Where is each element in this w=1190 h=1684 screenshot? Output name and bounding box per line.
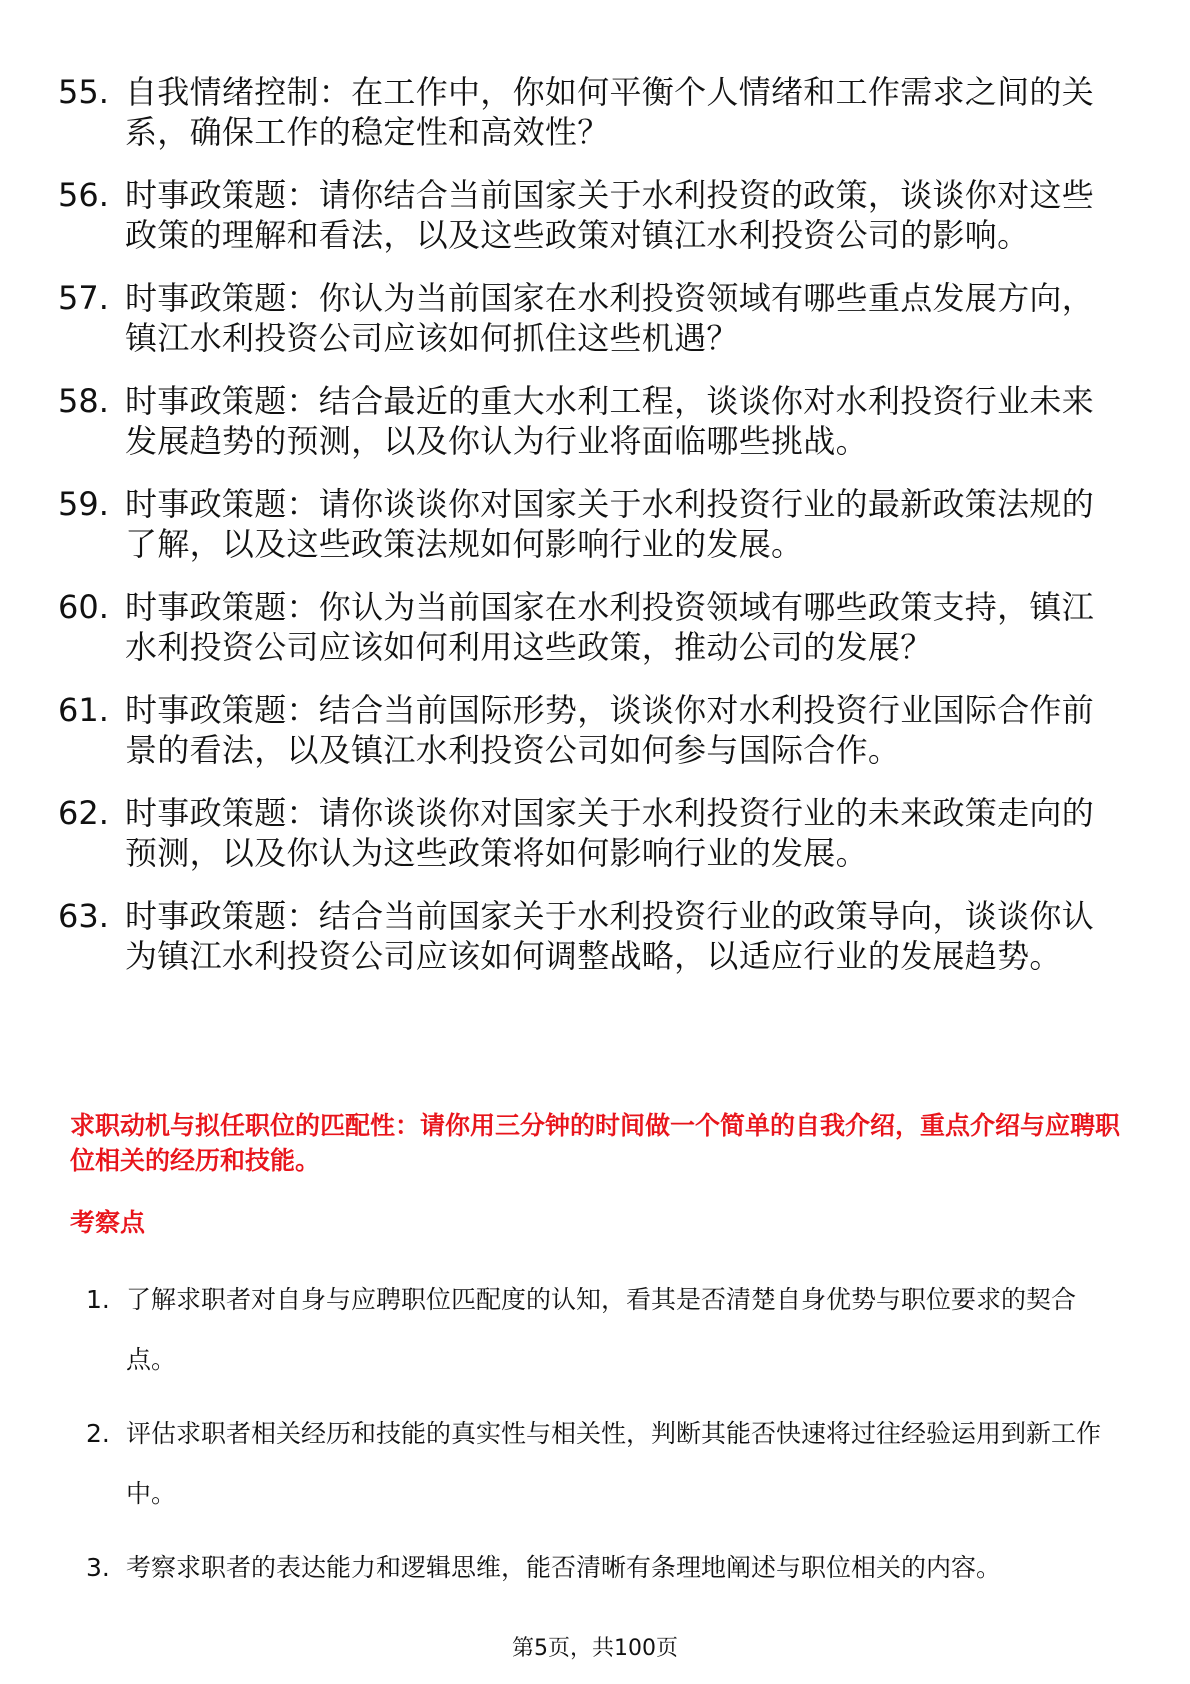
list-item <box>58 175 1118 255</box>
highlight-question: 求职动机与拟任职位的匹配性：请你用三分钟的时间做一个简单的自我介绍，重点介绍与应聘职位相关的经历和技能。 <box>70 1111 1121 1175</box>
list-item <box>86 1270 1116 1390</box>
question-list <box>58 72 1118 999</box>
item-number: 2. <box>86 1419 110 1448</box>
list-item <box>86 1404 1116 1524</box>
list-item <box>58 278 1118 358</box>
item-text: 时事政策题：结合最近的重大水利工程，谈谈你对水利投资行业未来发展趋势的预测，以及你认为行业将面临哪些挑战。 <box>125 382 1095 460</box>
list-item <box>58 484 1118 564</box>
item-text: 了解求职者对自身与应聘职位匹配度的认知，看其是否清楚自身优势与职位要求的契合点。 <box>126 1285 1077 1374</box>
item-number: 63. <box>58 897 109 935</box>
item-number: 61. <box>58 691 109 729</box>
item-text: 时事政策题：结合当前国际形势，谈谈你对水利投资行业国际合作前景的看法，以及镇江水利投资公司如何参与国际合作。 <box>125 691 1095 769</box>
item-number: 60. <box>58 588 109 626</box>
item-number: 57. <box>58 279 109 317</box>
item-number: 55. <box>58 73 109 111</box>
list-item <box>58 587 1118 667</box>
item-number: 58. <box>58 382 109 420</box>
item-text: 时事政策题：请你谈谈你对国家关于水利投资行业的最新政策法规的了解，以及这些政策法规如何影响行业的发展。 <box>125 485 1095 563</box>
item-text: 时事政策题：你认为当前国家在水利投资领域有哪些重点发展方向，镇江水利投资公司应该如何抓住这些机遇？ <box>125 279 1095 357</box>
list-item <box>58 72 1118 152</box>
list-item <box>58 896 1118 976</box>
list-item <box>58 690 1118 770</box>
item-text: 时事政策题：你认为当前国家在水利投资领域有哪些政策支持，镇江水利投资公司应该如何利用这些政策，推动公司的发展？ <box>125 588 1095 666</box>
item-number: 1. <box>86 1285 110 1314</box>
item-text: 考察求职者的表达能力和逻辑思维，能否清晰有条理地阐述与职位相关的内容。 <box>126 1553 1002 1582</box>
list-item <box>58 381 1118 461</box>
item-number: 3. <box>86 1553 110 1582</box>
assessment-points-list <box>86 1270 1116 1612</box>
item-text: 自我情绪控制：在工作中，你如何平衡个人情绪和工作需求之间的关系，确保工作的稳定性和高效性？ <box>125 73 1095 151</box>
section-heading: 考察点 <box>70 1208 146 1237</box>
page-footer: 第5页，共100页 <box>512 1636 678 1661</box>
list-item <box>86 1538 1116 1598</box>
item-number: 59. <box>58 485 109 523</box>
item-text: 时事政策题：结合当前国家关于水利投资行业的政策导向，谈谈你认为镇江水利投资公司应该如何调整战略，以适应行业的发展趋势。 <box>125 897 1095 975</box>
item-number: 56. <box>58 176 109 214</box>
item-text: 时事政策题：请你结合当前国家关于水利投资的政策，谈谈你对这些政策的理解和看法，以及这些政策对镇江水利投资公司的影响。 <box>125 176 1095 254</box>
item-number: 62. <box>58 794 109 832</box>
list-item <box>58 793 1118 873</box>
item-text: 时事政策题：请你谈谈你对国家关于水利投资行业的未来政策走向的预测，以及你认为这些政策将如何影响行业的发展。 <box>125 794 1095 872</box>
item-text: 评估求职者相关经历和技能的真实性与相关性，判断其能否快速将过往经验运用到新工作中。 <box>126 1419 1102 1508</box>
